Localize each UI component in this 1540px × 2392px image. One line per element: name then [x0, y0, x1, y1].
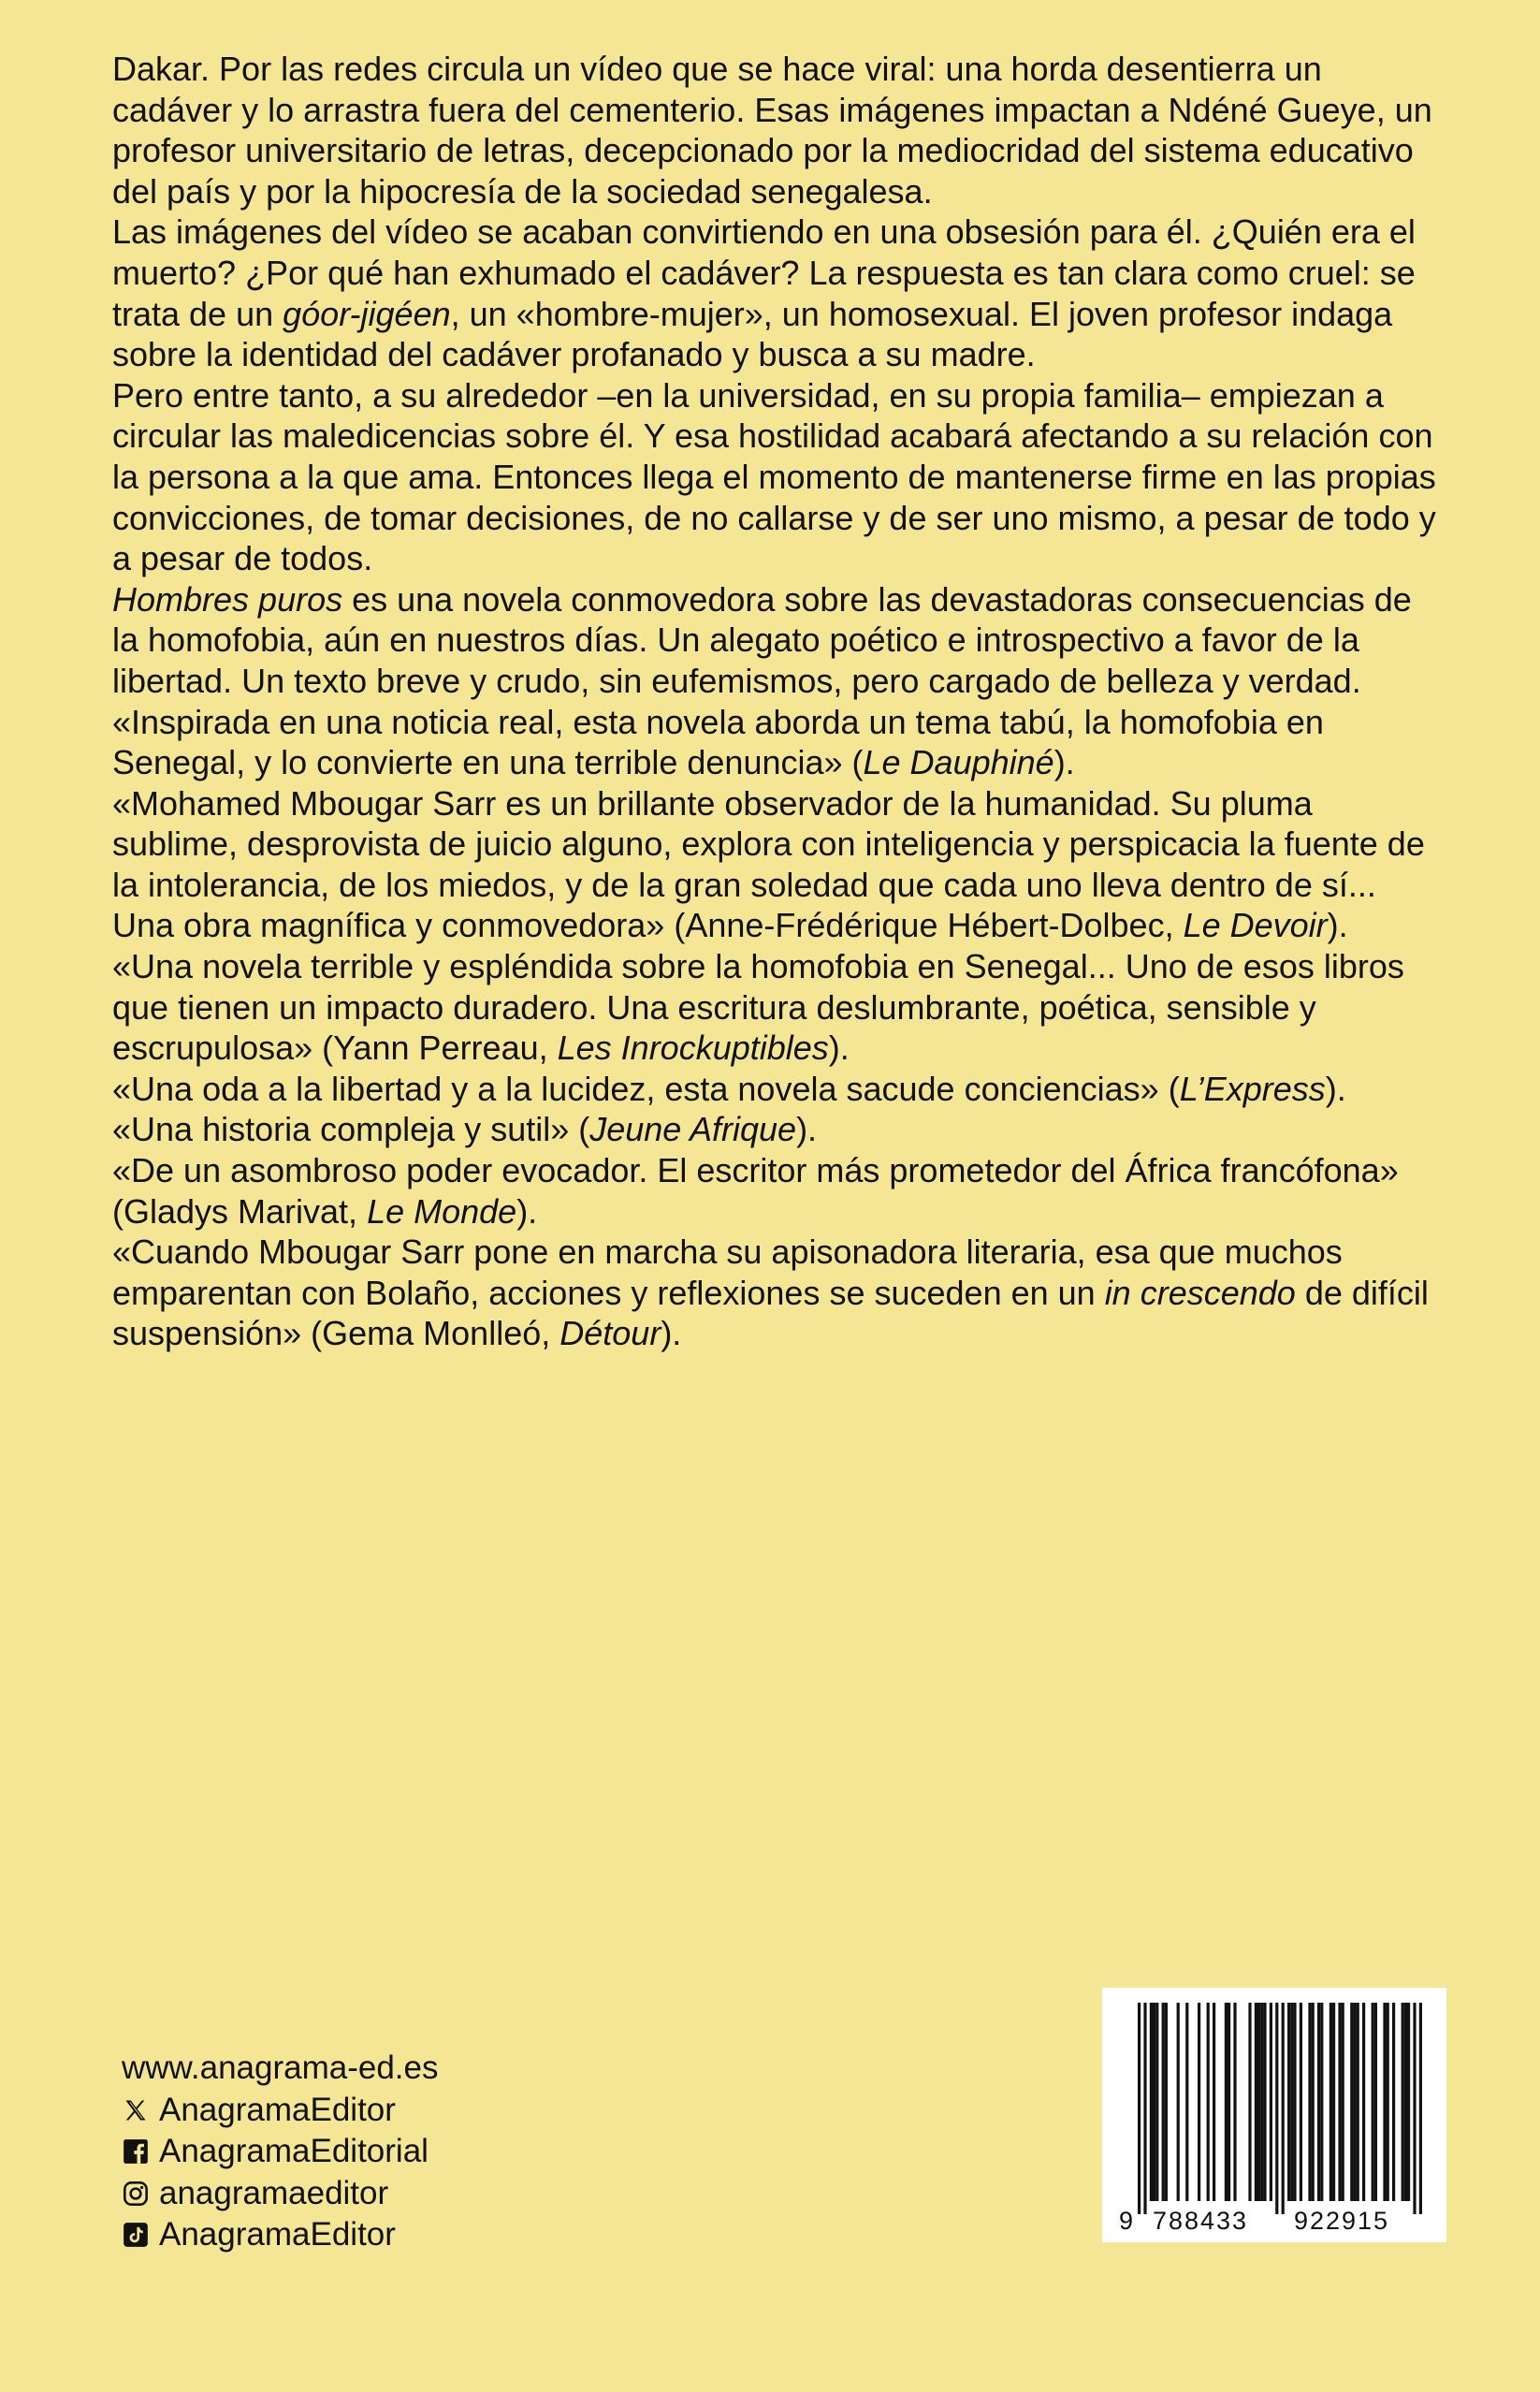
quote-source: Détour	[559, 1314, 661, 1353]
barcode-bar	[1387, 2003, 1389, 2201]
quote-end: ).	[796, 1110, 818, 1149]
barcode-bar	[1353, 2003, 1356, 2201]
instagram-row[interactable]	[122, 2173, 439, 2215]
facebook-row[interactable]	[122, 2131, 439, 2173]
instagram-icon	[122, 2180, 150, 2208]
barcode-bar	[1282, 2003, 1285, 2214]
publisher-contacts	[122, 2048, 439, 2256]
review-quote-5	[112, 1109, 1441, 1150]
barcode-bar	[1162, 2003, 1165, 2201]
barcode-bar	[1320, 2003, 1323, 2201]
barcode-bar	[1248, 2003, 1251, 2201]
barcode-bar	[1362, 2003, 1365, 2201]
barcode-bar	[1407, 2003, 1410, 2201]
barcode-bar	[1225, 2003, 1228, 2201]
quote-text: «De un asombroso poder evocador. El escritor más prometedor del África francófona» (Gladys Marivat,	[112, 1151, 1399, 1231]
quote-source: Le Monde	[367, 1191, 517, 1231]
quote-text: «Inspirada en una noticia real, esta novela aborda un tema tabú, la homofobia en Senegal, y lo convierte en una terrible denuncia» (	[112, 702, 1324, 782]
tiktok-row[interactable]	[122, 2214, 439, 2256]
barcode-bar	[1207, 2003, 1210, 2201]
barcode-bar	[1392, 2003, 1395, 2201]
barcode-bar	[1317, 2003, 1320, 2201]
quote-end: ).	[661, 1314, 682, 1353]
quote-source: Le Devoir	[1183, 906, 1328, 945]
italic-term: in crescendo	[1104, 1273, 1296, 1312]
barcode-bar	[1413, 2003, 1416, 2214]
barcode-bar	[1312, 2003, 1315, 2201]
barcode-graphic	[1102, 1988, 1446, 2242]
barcode-bar	[1150, 2003, 1153, 2201]
quote-end: ).	[1053, 743, 1075, 782]
synopsis-paragraph-4	[112, 579, 1441, 702]
barcode-bar	[1198, 2003, 1200, 2201]
facebook-handle[interactable]: AnagramaEditorial	[159, 2133, 429, 2169]
website-link[interactable]: www.anagrama-ed.es	[122, 2049, 439, 2086]
barcode-bar	[1177, 2003, 1180, 2201]
review-quote-7	[112, 1232, 1441, 1354]
barcode-bar	[1275, 2003, 1278, 2214]
barcode-bar	[1372, 2003, 1374, 2201]
book-title: Hombres puros	[112, 579, 343, 619]
review-quote-6	[112, 1150, 1441, 1232]
x-icon	[122, 2096, 150, 2124]
website-row[interactable]	[122, 2048, 439, 2090]
barcode-bar	[1342, 2003, 1344, 2201]
barcode-digits-left: 788433	[1152, 2207, 1249, 2235]
synopsis-paragraph-2	[112, 211, 1441, 374]
barcode-bar	[1332, 2003, 1335, 2201]
barcode-digits-right: 922915	[1293, 2207, 1390, 2235]
review-quote-1	[112, 702, 1441, 783]
synopsis-text-3: Pero entre tanto, a su alrededor –en la universidad, en su propia familia– empiezan a circular las maledicencias sobre él. Y esa hostilidad acabará afectando a su relación con la persona a la que ama. Entonces llega el momento de mantenerse firme en las propias convicciones, de tomar decisiones, de no callarse y de ser uno mismo, a pesar de todo y a pesar de todos.	[112, 375, 1436, 578]
quote-end: ).	[828, 1028, 850, 1068]
barcode-bar	[1338, 2003, 1341, 2201]
barcode-bar	[1290, 2003, 1293, 2201]
barcode-bar	[1404, 2003, 1407, 2201]
synopsis-paragraph-1	[112, 49, 1441, 211]
quote-end: ).	[516, 1191, 538, 1231]
barcode-bars	[1138, 2003, 1422, 2214]
review-quote-3	[112, 946, 1441, 1069]
quote-source: Jeune Afrique	[589, 1110, 797, 1149]
synopsis-paragraph-3	[112, 375, 1441, 579]
synopsis-text-4: es una novela conmovedora sobre las devastadoras consecuencias de la homofobia, aún en nuestros días. Un alegato poético e introspectivo a favor de la libertad. Un texto breve y crudo, sin eufemismos, pero cargado de belleza y verdad.	[112, 579, 1412, 700]
barcode-bar	[1155, 2003, 1158, 2201]
isbn-barcode	[1102, 1988, 1446, 2242]
barcode-bar	[1402, 2003, 1404, 2201]
back-cover-blurb	[112, 49, 1441, 1354]
quote-text: de difícil suspensión» (Gema Monlleó,	[112, 1273, 1429, 1353]
barcode-bar	[1260, 2003, 1263, 2201]
quote-source: Le Dauphiné	[863, 743, 1054, 782]
barcode-bar	[1185, 2003, 1188, 2201]
barcode-bar	[1257, 2003, 1260, 2201]
barcode-bar	[1228, 2003, 1230, 2201]
barcode-bar	[1383, 2003, 1386, 2201]
barcode-bar	[1300, 2003, 1302, 2201]
facebook-icon	[122, 2137, 150, 2166]
barcode-bar	[1138, 2003, 1140, 2214]
quote-text: «Mohamed Mbougar Sarr es un brillante observador de la humanidad. Su pluma sublime, desprovista de juicio alguno, explora con inteligencia y perspicacia la fuente de la intolerancia, de los miedos, y de la gran soledad que cada uno lleva dentro de sí... Una obra magnífica y conmovedora» (Anne-Frédérique Hébert-Dolbec,	[112, 783, 1425, 945]
barcode-bar	[1165, 2003, 1168, 2201]
quote-text: «Una historia compleja y sutil» (	[112, 1110, 590, 1149]
barcode-bar	[1213, 2003, 1215, 2201]
quote-text: «Una novela terrible y espléndida sobre la homofobia en Senegal... Uno de esos libros que tienen un impacto duradero. Una escritura deslumbrante, poética, sensible y escrupulosa» (Yann Perreau,	[112, 947, 1404, 1068]
synopsis-text-2a: Las imágenes del vídeo se acaban convirtiendo en una obsesión para él. ¿Quién era el muerto? ¿Por qué han exhumado el cadáver? La respuesta es tan clara como cruel: se trata de un	[112, 212, 1416, 333]
barcode-bar	[1419, 2003, 1422, 2214]
barcode-bar	[1329, 2003, 1332, 2201]
barcode-bar	[1255, 2003, 1257, 2201]
barcode-bar	[1350, 2003, 1353, 2201]
quote-end: ).	[1327, 906, 1348, 945]
synopsis-text-1: Dakar. Por las redes circula un vídeo que se hace viral: una horda desentierra un cadáver y lo arrastra fuera del cementerio. Esas imágenes impactan a Ndéné Gueye, un profesor universitario de letras, decepcionado por la mediocridad del sistema educativo del país y por la hipocresía de la sociedad senegalesa.	[112, 50, 1432, 211]
barcode-bar	[1308, 2003, 1311, 2201]
barcode-bar	[1270, 2003, 1272, 2201]
italic-term: góor-jigéen	[283, 294, 451, 333]
barcode-bar	[1153, 2003, 1155, 2201]
barcode-bar	[1263, 2003, 1266, 2201]
barcode-bar	[1233, 2003, 1236, 2201]
quote-text: «Cuando Mbougar Sarr pone en marcha su apisonadora literaria, esa que muchos emparentan con Bolaño, acciones y reflexiones se suceden en un	[112, 1232, 1343, 1312]
tiktok-icon	[122, 2221, 150, 2249]
barcode-bar	[1374, 2003, 1377, 2201]
barcode-bar	[1293, 2003, 1296, 2201]
barcode-bar	[1357, 2003, 1359, 2201]
quote-end: ).	[1325, 1069, 1346, 1108]
x-handle[interactable]: AnagramaEditor	[159, 2091, 396, 2128]
synopsis-text-2b: , un «hombre-mujer», un homosexual. El joven profesor indaga sobre la identidad del cadáver profanado y busca a su madre.	[112, 294, 1393, 374]
review-quote-2	[112, 783, 1441, 946]
x-row[interactable]	[122, 2090, 439, 2132]
review-quote-4	[112, 1069, 1441, 1110]
barcode-bar	[1143, 2003, 1146, 2214]
quote-source: L’Express	[1179, 1069, 1326, 1108]
quote-source: Les Inrockuptibles	[557, 1028, 829, 1068]
tiktok-handle[interactable]: AnagramaEditor	[159, 2216, 396, 2253]
barcode-bar	[1287, 2003, 1290, 2201]
quote-text: «Una oda a la libertad y a la lucidez, esta novela sacude conciencias» (	[112, 1069, 1180, 1108]
barcode-digit-lead: 9	[1119, 2207, 1134, 2235]
instagram-handle[interactable]: anagramaeditor	[159, 2174, 389, 2211]
